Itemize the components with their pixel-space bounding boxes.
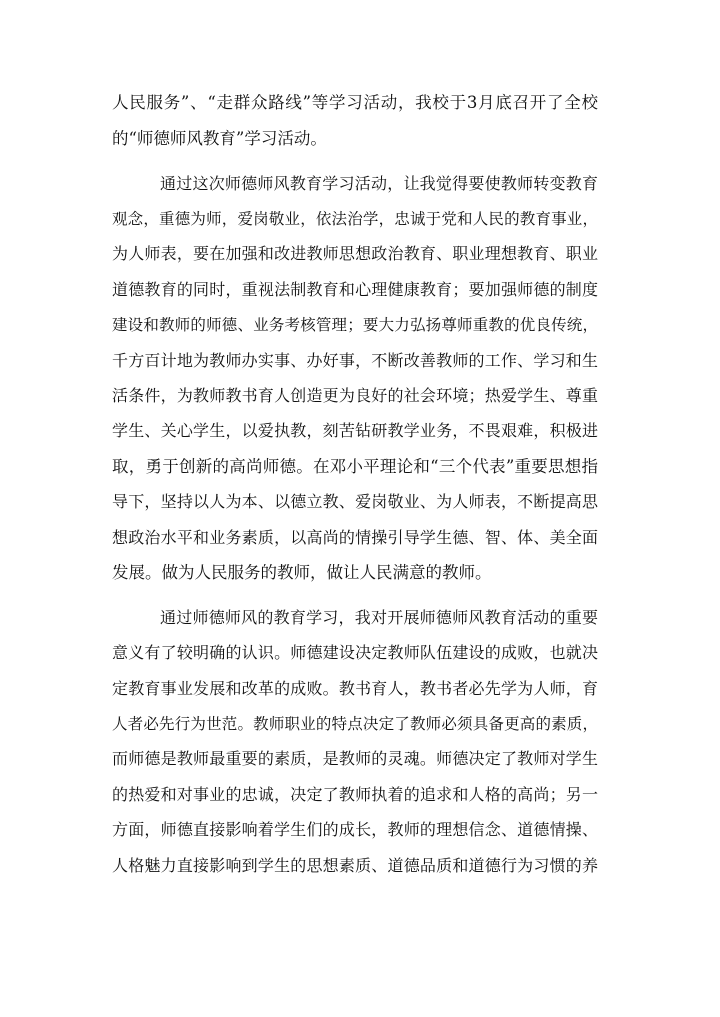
paragraph-2-line-3: 为人师表，要在加强和改进教师思想政治教育、职业理想教育、职业 — [112, 244, 598, 263]
paragraph-2-line-10: 导下，坚持以人为本、以德立教、爱岗敬业、为人师表，不断提高思 — [112, 492, 598, 511]
paragraph-2-line-2: 观念，重德为师，爱岗敬业，依法治学，忠诚于党和人民的教育事业， — [112, 210, 598, 228]
paragraph-3-line-2: 意义有了较明确的认识。师德建设决定教师队伍建设的成败，也就决 — [112, 643, 598, 662]
paragraph-2-line-6: 千方百计地为教师办实事、办好事，不断改善教师的工作、学习和生 — [112, 351, 598, 370]
paragraph-3-line-8: 人格魅力直接影响到学生的思想素质、道德品质和道德行为习惯的养 — [112, 856, 598, 875]
paragraph-2-line-12: 发展。做为人民服务的教师，做让人民满意的教师。 — [112, 563, 492, 582]
paragraph-3-line-7: 方面，师德直接影响着学生们的成长，教师的理想信念、道德情操、 — [112, 820, 598, 839]
paragraph-3-line-1: 通过师德师风的教育学习，我对开展师德师风教育活动的重要 — [160, 608, 598, 627]
paragraph-2-line-11: 想政治水平和业务素质，以高尚的情操引导学生德、智、体、美全面 — [112, 528, 598, 547]
paragraph-1-line-1: 人民服务”、“走群众路线”等学习活动，我校于3月底召开了全校 — [112, 93, 598, 112]
paragraph-1-line-2: 的“师德师风教育”学习活动。 — [112, 129, 327, 148]
paragraph-3-line-5: 而师德是教师最重要的素质，是教师的灵魂。师德决定了教师对学生 — [112, 749, 598, 768]
paragraph-2-line-5: 建设和教师的师德、业务考核管理；要大力弘扬尊师重教的优良传统， — [112, 316, 598, 334]
paragraph-3-line-3: 定教育事业发展和改革的成败。教书育人，教书者必先学为人师，育 — [112, 679, 598, 698]
paragraph-2-line-4: 道德教育的同时，重视法制教育和心理健康教育；要加强师德的制度 — [112, 280, 598, 299]
paragraph-2-line-9: 取，勇于创新的高尚师德。在邓小平理论和“三个代表”重要思想指 — [112, 457, 598, 476]
paragraph-3-line-6: 的热爱和对事业的忠诚，决定了教师执着的追求和人格的高尚；另一 — [112, 785, 598, 804]
paragraph-2-line-8: 学生、关心学生，以爱执教，刻苦钻研教学业务，不畏艰难，积极进 — [112, 421, 598, 440]
paragraph-3-line-4: 人者必先行为世范。教师职业的特点决定了教师必须具备更高的素质， — [112, 715, 598, 733]
paragraph-2-line-1: 通过这次师德师风教育学习活动，让我觉得要使教师转变教育 — [160, 174, 598, 193]
paragraph-2-line-7: 活条件，为教师教书育人创造更为良好的社会环境；热爱学生、尊重 — [112, 386, 598, 405]
